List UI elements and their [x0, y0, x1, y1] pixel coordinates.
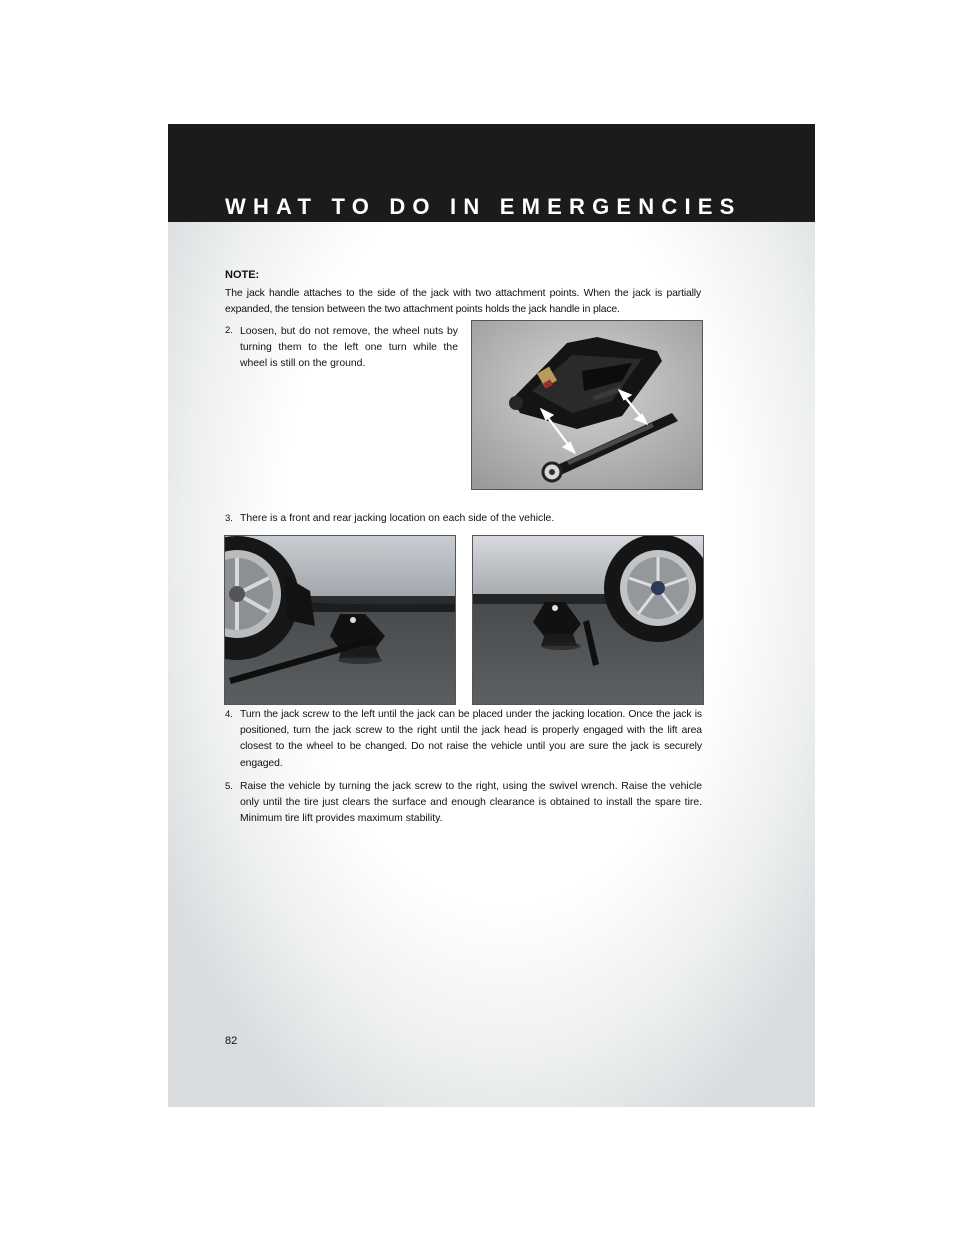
manual-page	[168, 124, 815, 1107]
step-3-text: There is a front and rear jacking location on each side of the vehicle.	[240, 513, 555, 524]
step-4-text: Turn the jack screw to the left until the jack can be placed under the jacking location. Once the jack is positioned, turn the jack screw to the right until the jack head is properly engaged with the lift area closest to the wheel to be changed. Do not raise the vehicle until you are sure the jack is securely engaged.	[240, 709, 702, 769]
note-text: The jack handle attaches to the side of the jack with two attachment points. When the jack is partially expanded, the tension between the two attachment points holds the jack handle in place.	[225, 288, 701, 316]
step-5-text: Raise the vehicle by turning the jack screw to the right, using the swivel wrench. Raise the vehicle only until the tire just clears the surface and enough clearance is obtained to install the spare tire. Minimum tire lift provides maximum stability.	[240, 781, 702, 825]
step-2-number: 2.	[225, 325, 233, 336]
section-title: WHAT TO DO IN EMERGENCIES	[225, 194, 742, 219]
step-4-number: 4.	[225, 709, 233, 720]
front-jacking-location-photo	[224, 535, 456, 705]
step-5-number: 5.	[225, 781, 233, 792]
page-number: 82	[225, 1035, 238, 1047]
note-label: NOTE:	[225, 269, 260, 281]
rear-jacking-location-photo	[472, 535, 704, 705]
page-content	[168, 124, 815, 1107]
step-2-text: Loosen, but do not remove, the wheel nuts by turning them to the left one turn while the wheel is still on the ground.	[240, 326, 458, 370]
step-3-number: 3.	[225, 513, 233, 524]
jack-and-handle-photo	[471, 320, 703, 490]
